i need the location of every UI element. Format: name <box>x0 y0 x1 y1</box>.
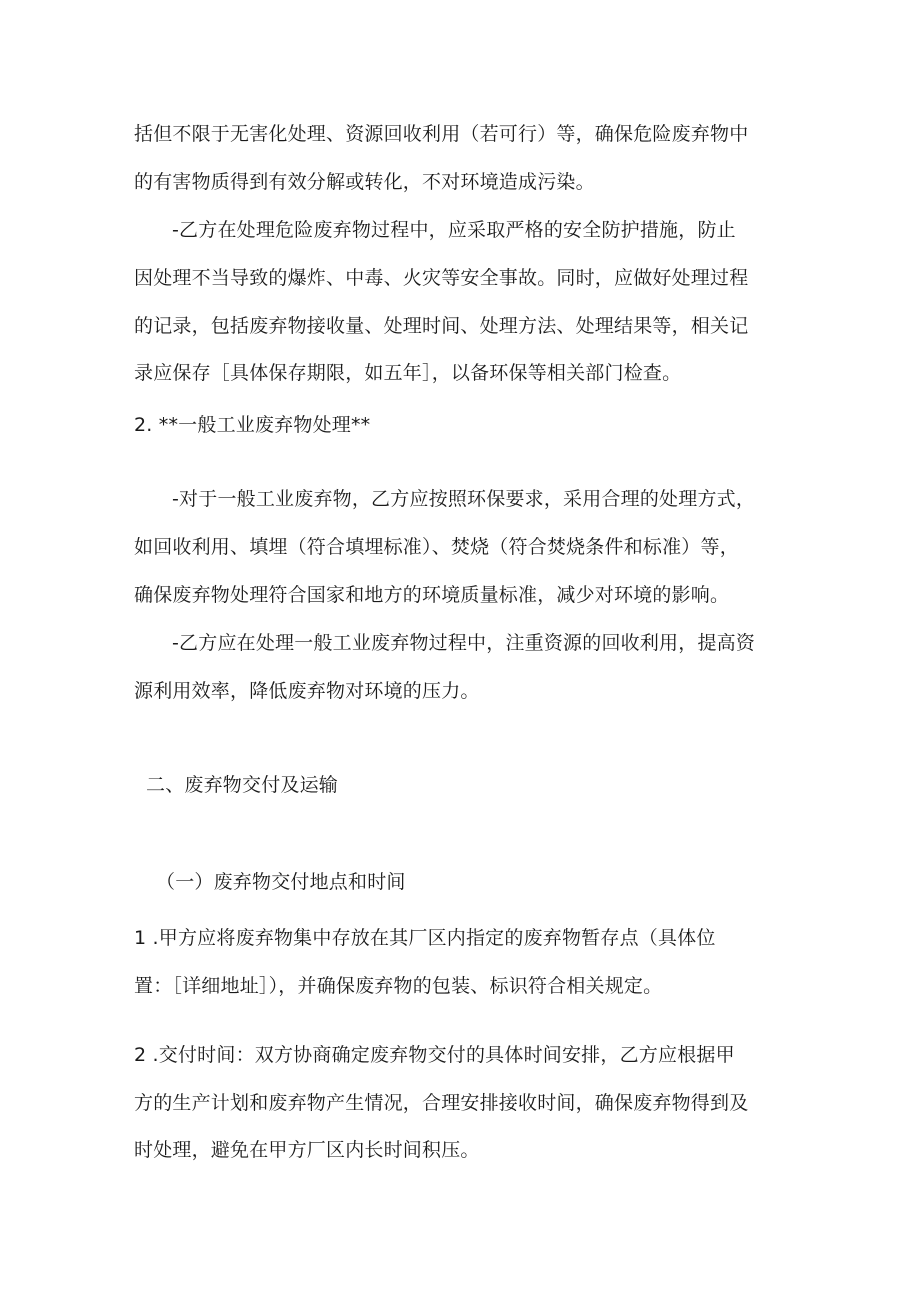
chapter-heading: 二、废弃物交付及运输 <box>146 774 339 796</box>
text-line: 的记录，包括废弃物接收量、处理时间、处理方法、处理结果等，相关记 <box>134 315 749 337</box>
text-line: 方的生产计划和废弃物产生情况，合理安排接收时间，确保废弃物得到及 <box>134 1092 749 1114</box>
text-line: 的有害物质得到有效分解或转化，不对环境造成污染。 <box>134 171 595 193</box>
text-line: 置：［详细地址］），并确保废弃物的包装、标识符合相关规定。 <box>134 975 663 997</box>
text-line: 确保废弃物处理符合国家和地方的环境质量标准，减少对环境的影响。 <box>134 584 730 606</box>
section-heading: 2. **一般工业废弃物处理** <box>134 414 371 436</box>
text-line: 括但不限于无害化处理、资源回收利用（若可行）等，确保危险废弃物中 <box>134 123 749 145</box>
subsection-heading: （一）废弃物交付地点和时间 <box>156 871 406 893</box>
text-line: -乙方在处理危险废弃物过程中，应采取严格的安全防护措施，防止 <box>172 219 736 241</box>
text-line: 时处理，避免在甲方厂区内长时间积压。 <box>134 1139 480 1161</box>
text-line: -对于一般工业废弃物，乙方应按照环保要求，采用合理的处理方式， <box>172 488 756 510</box>
text-line: -乙方应在处理一般工业废弃物过程中，注重资源的回收利用，提高资 <box>172 632 756 654</box>
text-line: 2 .交付时间：双方协商确定废弃物交付的具体时间安排，乙方应根据甲 <box>134 1044 735 1066</box>
text-line: 录应保存［具体保存期限，如五年］，以备环保等相关部门检查。 <box>134 362 682 384</box>
text-line: 如回收利用、填埋（符合填埋标准）、焚烧（符合焚烧条件和标准）等， <box>134 536 739 558</box>
text-line: 1 .甲方应将废弃物集中存放在其厂区内指定的废弃物暂存点（具体位 <box>134 927 716 949</box>
text-line: 因处理不当导致的爆炸、中毒、火灾等安全事故。同时，应做好处理过程 <box>134 267 749 289</box>
text-line: 源利用效率，降低废弃物对环境的压力。 <box>134 680 480 702</box>
